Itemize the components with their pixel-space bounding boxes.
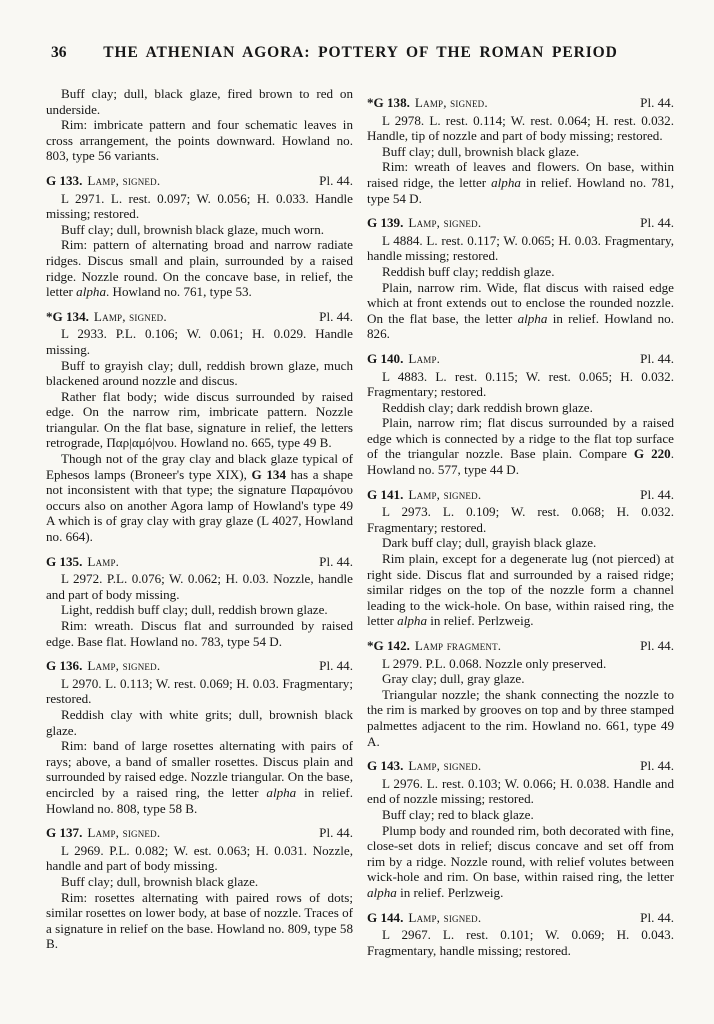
page-number: 36 — [51, 44, 67, 61]
paragraph: L 2976. L. rest. 0.103; W. 0.066; H. 0.038. Handle and end of nozzle missing; restored. — [367, 775, 674, 807]
paragraph: Rim: rosettes alternating with paired rows of dots; similar rosettes on lower body, at base of nozzle. Traces of a signature in relief on the base. Howland no. 809, type 58 B. — [46, 889, 353, 952]
entry-plate: Pl. 44. — [640, 486, 674, 502]
entry-plate: Pl. 44. — [319, 308, 353, 324]
paragraph: Buff to grayish clay; dull, reddish brown glaze, much blackened around nozzle and discus. — [46, 357, 353, 389]
paragraph: Light, reddish buff clay; dull, reddish brown glaze. — [61, 602, 328, 618]
entry-title: Lamp, signed. — [408, 215, 482, 231]
entry-plate: Pl. 44. — [319, 658, 353, 674]
paragraph: L 2967. L. rest. 0.101; W. 0.069; H. 0.043. Fragmentary, handle missing; restored. — [367, 927, 674, 958]
entry-heading — [367, 95, 674, 111]
entry-plate: Pl. 44. — [640, 215, 674, 231]
entry-heading — [46, 825, 353, 841]
entry-title: Lamp, signed. — [414, 95, 488, 110]
entry-plate: Pl. 44. — [640, 758, 674, 774]
paragraph: Rim: pattern of alternating broad and narrow radiate ridges. Discus small and plain, surrounded by a raised ridge. Nozzle round. On the concave base, in relief, the letter alpha. Howland no. 761, type 53. — [46, 237, 353, 300]
paragraph: Buff clay; dull, brownish black glaze, much worn. — [61, 221, 325, 237]
paragraph: Plump body and rounded rim, both decorated with fine, close-set dots in relief; discus concave and set off from rim by a ridge. Nozzle round, with relief volutes between wick-hole and rim. On base, within raised ring, the letter alpha in relief. Perlzweig. — [367, 822, 674, 900]
entry-id: *G 134. — [46, 308, 89, 324]
entry-heading — [367, 758, 674, 774]
paragraph: Rim: band of large rosettes alternating with pairs of rays; above, a band of smaller rosettes. Discus plain and surrounded by raised edge. Nozzle triangular. On the base, encircled by a raised ring, the letter alpha in relief. Howland no. 808, type 58 B. — [46, 738, 354, 816]
entry-heading — [367, 638, 674, 654]
entry-id: G 139. — [367, 215, 404, 231]
entry-title: Lamp fragment. — [414, 638, 502, 653]
entry-title: Lamp. — [408, 350, 441, 366]
paragraph: Rim plain, except for a degenerate lug (not pierced) at right side. Discus flat and surrounded by a raised ridge; similar ridges on the top of the nozzle form a channel leading to the wick-hole. On base, within raised ring, the letter alpha in relief. Perlzweig. — [367, 551, 674, 629]
entry-title: Lamp, signed. — [87, 172, 161, 188]
entry-title: Lamp, signed. — [93, 308, 167, 324]
entry-heading — [46, 309, 353, 325]
entry-heading — [367, 487, 674, 503]
paragraph: L 2973. L. 0.109; W. rest. 0.068; H. 0.032. Fragmentary; restored. — [367, 504, 674, 535]
paragraph: L 4883. L. rest. 0.115; W. rest. 0.065; H. 0.032. Fragmentary; restored. — [367, 368, 674, 400]
paragraph: Rim: imbricate pattern and four schematic leaves in cross arrangement, the points downward. Howland no. 803, type 56 variants. — [46, 117, 353, 164]
entry-heading — [367, 910, 674, 926]
running-head — [46, 44, 675, 66]
entry-plate: Pl. 44. — [640, 95, 674, 110]
entry-id: G 143. — [367, 758, 404, 774]
paragraph: L 2979. P.L. 0.068. Nozzle only preserved. — [382, 655, 607, 671]
entry-heading — [46, 658, 353, 674]
page-title: THE ATHENIAN AGORA: POTTERY OF THE ROMAN PERIOD — [103, 44, 618, 61]
paragraph: L 2933. P.L. 0.106; W. 0.061; H. 0.029. Handle missing. — [46, 326, 353, 357]
paragraph: Plain, narrow rim; flat discus surrounded by a raised edge which is connected by a ridge to the flat top surface of the triangular nozzle. Base plain. Compare G 220. Howland no. 577, type 44 D. — [367, 415, 674, 478]
text-columns — [46, 86, 675, 958]
entry-id: *G 142. — [367, 638, 410, 653]
paragraph: L 2971. L. rest. 0.097; W. 0.056; H. 0.033. Handle missing; restored. — [46, 190, 353, 222]
paragraph: Triangular nozzle; the shank connecting the nozzle to the rim is marked by grooves on top and by three stamped palmettes adjacent to the rim. Howland no. 661, type 49 A. — [367, 686, 674, 749]
entry-title: Lamp, signed. — [87, 658, 161, 674]
entry-plate: Pl. 44. — [319, 172, 353, 188]
entry-title: Lamp, signed. — [408, 758, 482, 774]
paragraph: Gray clay; dull, gray glaze. — [382, 671, 525, 687]
entry-plate: Pl. 44. — [640, 638, 674, 653]
entry-heading — [367, 351, 674, 367]
paragraph: Buff clay; red to black glaze. — [382, 806, 534, 822]
paragraph: L 2972. P.L. 0.076; W. 0.062; H. 0.03. Nozzle, handle and part of body missing. — [46, 571, 353, 602]
entry-heading — [46, 554, 353, 570]
entry-title: Lamp, signed. — [87, 825, 161, 841]
entry-title: Lamp. — [87, 553, 120, 569]
entry-id: G 140. — [367, 350, 404, 366]
left-column — [46, 86, 353, 958]
entry-id: G 141. — [367, 486, 404, 502]
paragraph: L 2970. L. 0.113; W. rest. 0.069; H. 0.03. Fragmentary; restored. — [46, 675, 353, 707]
paragraph: Reddish clay; dark reddish brown glaze. — [382, 399, 593, 415]
paragraph: Reddish clay with white grits; dull, brownish black glaze. — [46, 706, 353, 738]
paragraph: Buff clay; dull, brownish black glaze. — [382, 143, 580, 159]
entry-plate: Pl. 44. — [319, 553, 353, 569]
entry-id: *G 138. — [367, 95, 410, 110]
paragraph: Rim: wreath. Discus flat and surrounded by raised edge. Base flat. Howland no. 783, type 54 D. — [46, 618, 353, 649]
paragraph: L 2978. L. rest. 0.114; W. rest. 0.064; H. rest. 0.032. Handle, tip of nozzle and part of body missing; restored. — [367, 112, 674, 144]
entry-plate: Pl. 44. — [640, 909, 674, 925]
paragraph: L 2969. P.L. 0.082; W. est. 0.063; H. 0.031. Nozzle, handle and part of body missing. — [46, 842, 353, 874]
entry-id: G 136. — [46, 658, 83, 674]
entry-plate: Pl. 44. — [640, 350, 674, 366]
entry-id: G 133. — [46, 172, 83, 188]
entry-id: G 135. — [46, 553, 83, 569]
right-column — [367, 86, 674, 958]
paragraph: Buff clay; dull, brownish black glaze. — [61, 873, 259, 889]
entry-title: Lamp, signed. — [408, 486, 482, 502]
entry-heading — [46, 173, 353, 189]
paragraph: Dark buff clay; dull, grayish black glaze. — [382, 535, 597, 551]
paragraph: Reddish buff clay; reddish glaze. — [382, 263, 555, 279]
entry-heading — [367, 215, 674, 231]
paragraph: Buff clay; dull, black glaze, fired brown to red on underside. — [46, 86, 353, 117]
paragraph: Rather flat body; wide discus surrounded by raised edge. On the narrow rim, imbricate pattern. Nozzle triangular. On the flat base, signature in relief, the letters retrograde, Παρ|αμό|νου. Howland no. 665, type 49 B. — [46, 388, 353, 451]
entry-plate: Pl. 44. — [319, 825, 353, 841]
paragraph: Plain, narrow rim. Wide, flat discus with raised edge which at front extends out to enclose the rounded nozzle. On the flat base, the letter alpha in relief. Howland no. 826. — [367, 279, 674, 342]
paragraph: Though not of the gray clay and black glaze typical of Ephesos lamps (Broneer's type XIX), G 134 has a shape not inconsistent with that type; the signature Παραμόνου occurs also on another Agora lamp of Howland's type 49 A which is of gray clay with gray glaze (L 4027, Howland no. 664). — [46, 451, 353, 545]
paragraph: Rim: wreath of leaves and flowers. On base, within raised ridge, the letter alpha in relief. Howland no. 781, type 54 D. — [367, 159, 674, 206]
entry-title: Lamp, signed. — [408, 909, 482, 925]
entry-id: G 137. — [46, 825, 83, 841]
entry-id: G 144. — [367, 909, 404, 925]
paragraph: L 4884. L. rest. 0.117; W. 0.065; H. 0.03. Fragmentary, handle missing; restored. — [367, 232, 674, 264]
